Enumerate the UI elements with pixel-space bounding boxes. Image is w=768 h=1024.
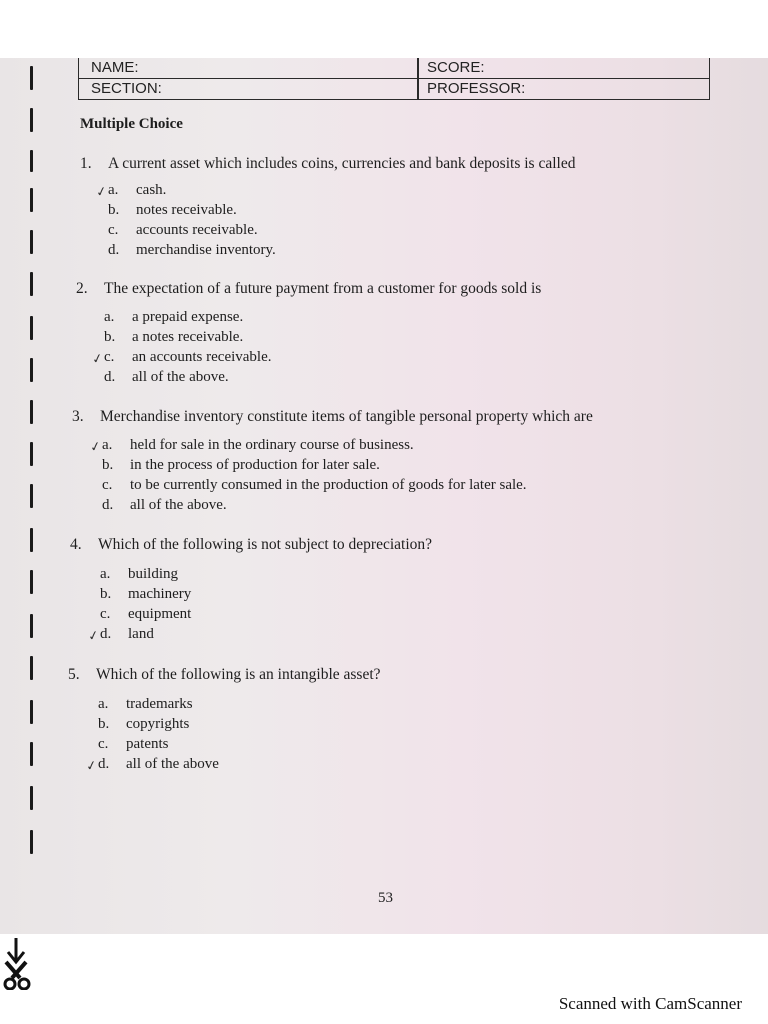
option-text: all of the above (126, 756, 219, 772)
scissors-icon (2, 938, 42, 990)
option-1d (108, 242, 276, 259)
option-letter: d. (108, 242, 120, 258)
option-text: building (128, 566, 179, 582)
question-3 (72, 408, 593, 426)
option-letter: d. (98, 756, 110, 772)
option-2d (104, 369, 229, 386)
option-letter: c. (104, 349, 115, 365)
binder-mark (30, 230, 33, 254)
option-text: land (128, 626, 154, 642)
binder-mark (30, 442, 33, 466)
page-number: 53 (378, 890, 393, 906)
check-mark: ✓ (86, 627, 101, 644)
check-mark: ✓ (90, 350, 105, 367)
option-2b (104, 329, 243, 346)
option-letter: c. (102, 477, 113, 493)
option-1a (108, 182, 166, 199)
binder-mark (30, 316, 33, 340)
question-text: Which of the following is not subject to depreciation? (98, 536, 433, 553)
binder-mark (30, 484, 33, 508)
question-number: 5. (68, 666, 80, 683)
option-1b (108, 202, 237, 219)
section-title: Multiple Choice (80, 116, 183, 132)
binder-mark (30, 570, 33, 594)
binder-mark (30, 656, 33, 680)
option-text: a notes receivable. (132, 329, 244, 345)
binder-mark (30, 358, 33, 382)
option-text: cash. (136, 182, 167, 198)
option-4d (100, 626, 154, 643)
option-letter: b. (102, 457, 114, 473)
check-mark: ✓ (84, 757, 99, 774)
option-text: accounts receivable. (136, 222, 258, 238)
question-number: 1. (80, 155, 92, 172)
column-divider (417, 58, 419, 99)
option-letter: b. (100, 586, 112, 602)
option-2c (104, 349, 272, 366)
binder-mark (30, 66, 33, 90)
binder-mark (30, 830, 33, 854)
header-row-2 (79, 79, 709, 99)
option-3c (102, 477, 527, 494)
binder-mark (30, 400, 33, 424)
option-text: copyrights (126, 716, 190, 732)
option-letter: b. (108, 202, 120, 218)
option-letter: c. (98, 736, 109, 752)
option-5c (98, 736, 169, 753)
binder-mark (30, 700, 33, 724)
option-text: notes receivable. (136, 202, 237, 218)
option-letter: b. (98, 716, 110, 732)
binder-mark (30, 786, 33, 810)
question-number: 3. (72, 408, 84, 425)
option-letter: d. (100, 626, 112, 642)
check-mark: ✓ (94, 183, 109, 200)
option-letter: a. (108, 182, 119, 198)
option-4a (100, 566, 178, 583)
option-text: merchandise inventory. (136, 242, 276, 258)
option-text: patents (126, 736, 169, 752)
option-4c (100, 606, 191, 623)
check-mark: ✓ (88, 438, 103, 455)
option-text: held for sale in the ordinary course of business. (130, 437, 414, 453)
option-text: all of the above. (130, 497, 227, 513)
option-2a (104, 309, 243, 326)
option-letter: c. (100, 606, 111, 622)
question-2 (76, 280, 541, 298)
scanner-watermark: Scanned with CamScanner (558, 994, 742, 1013)
name-label: NAME: (91, 59, 139, 76)
question-5 (68, 666, 381, 684)
option-5b (98, 716, 189, 733)
question-text: Which of the following is an intangible asset? (96, 666, 381, 683)
question-1 (80, 155, 575, 173)
option-text: trademarks (126, 696, 193, 712)
option-letter: c. (108, 222, 119, 238)
option-text: machinery (128, 586, 192, 602)
option-letter: a. (104, 309, 115, 325)
option-3d (102, 497, 227, 514)
professor-label: PROFESSOR: (427, 80, 526, 97)
binder-mark (30, 108, 33, 132)
option-1c (108, 222, 258, 239)
question-number: 2. (76, 280, 88, 297)
binder-mark (30, 272, 33, 296)
question-4 (70, 536, 432, 554)
scanned-page (0, 58, 768, 934)
option-letter: d. (104, 369, 116, 385)
option-text: all of the above. (132, 369, 229, 385)
option-3a (102, 437, 414, 454)
option-text: to be currently consumed in the production of goods for later sale. (130, 477, 527, 493)
option-text: equipment (128, 606, 192, 622)
option-letter: a. (98, 696, 109, 712)
option-3b (102, 457, 380, 474)
header-table (78, 58, 710, 100)
binder-mark (30, 188, 33, 212)
header-row-1 (79, 58, 709, 79)
option-letter: b. (104, 329, 116, 345)
question-text: A current asset which includes coins, currencies and bank deposits is called (108, 155, 576, 172)
score-label: SCORE: (427, 59, 485, 76)
binder-mark (30, 742, 33, 766)
option-text: a prepaid expense. (132, 309, 244, 325)
option-letter: d. (102, 497, 114, 513)
option-5d (98, 756, 219, 773)
option-text: in the process of production for later sale. (130, 457, 380, 473)
option-4b (100, 586, 191, 603)
binder-mark (30, 528, 33, 552)
option-letter: a. (100, 566, 111, 582)
section-label: SECTION: (91, 80, 162, 97)
binder-mark (30, 614, 33, 638)
question-number: 4. (70, 536, 82, 553)
option-5a (98, 696, 193, 713)
binder-mark (30, 150, 33, 172)
option-letter: a. (102, 437, 113, 453)
question-text: Merchandise inventory constitute items of tangible personal property which are (100, 408, 593, 425)
option-text: an accounts receivable. (132, 349, 272, 365)
question-text: The expectation of a future payment from a customer for goods sold is (104, 280, 542, 297)
